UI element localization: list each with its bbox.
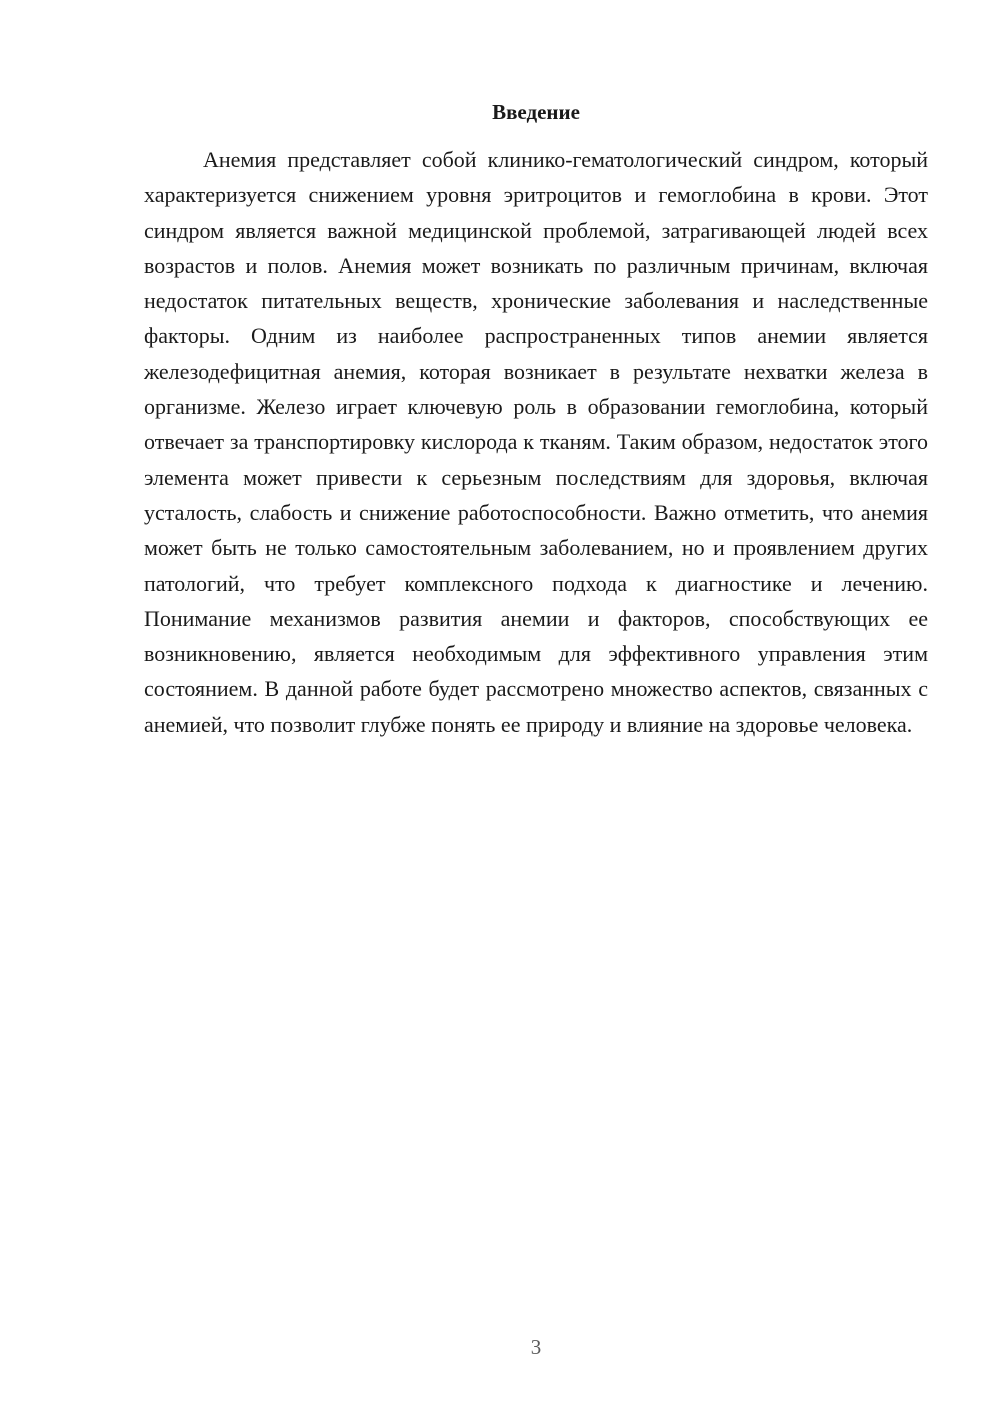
page-number: 3: [530, 1335, 542, 1359]
body-paragraph: Анемия представляет собой клинико-гематологический синдром, который характеризуется снижением уровня эритроцитов и гемоглобина в крови. Этот синдром является важной медицинской проблемой, затрагивающей людей всех возрастов и полов. Анемия может возникать по различным причинам, включая недостаток питательных веществ, хронические заболевания и наследственные факторы. Одним из наиболее распространенных типов анемии является железодефицитная анемия, которая возникает в результате нехватки железа в организме. Железо играет ключевую роль в образовании гемоглобина, который отвечает за транспортировку кислорода к тканям. Таким образом, недостаток этого элемента может привести к серьезным последствиям для здоровья, включая усталость, слабость и снижение работоспособности. Важно отметить, что анемия может быть не только самостоятельным заболеванием, но и проявлением других патологий, что требует комплексного подхода к диагностике и лечению. Понимание механизмов развития анемии и факторов, способствующих ее возникновению, является необходимым для эффективного управления этим состоянием. В данной работе будет рассмотрено множество аспектов, связанных с анемией, что позволит глубже понять ее природу и влияние на здоровье человека.: [144, 147, 928, 737]
section-heading: Введение: [492, 100, 580, 124]
